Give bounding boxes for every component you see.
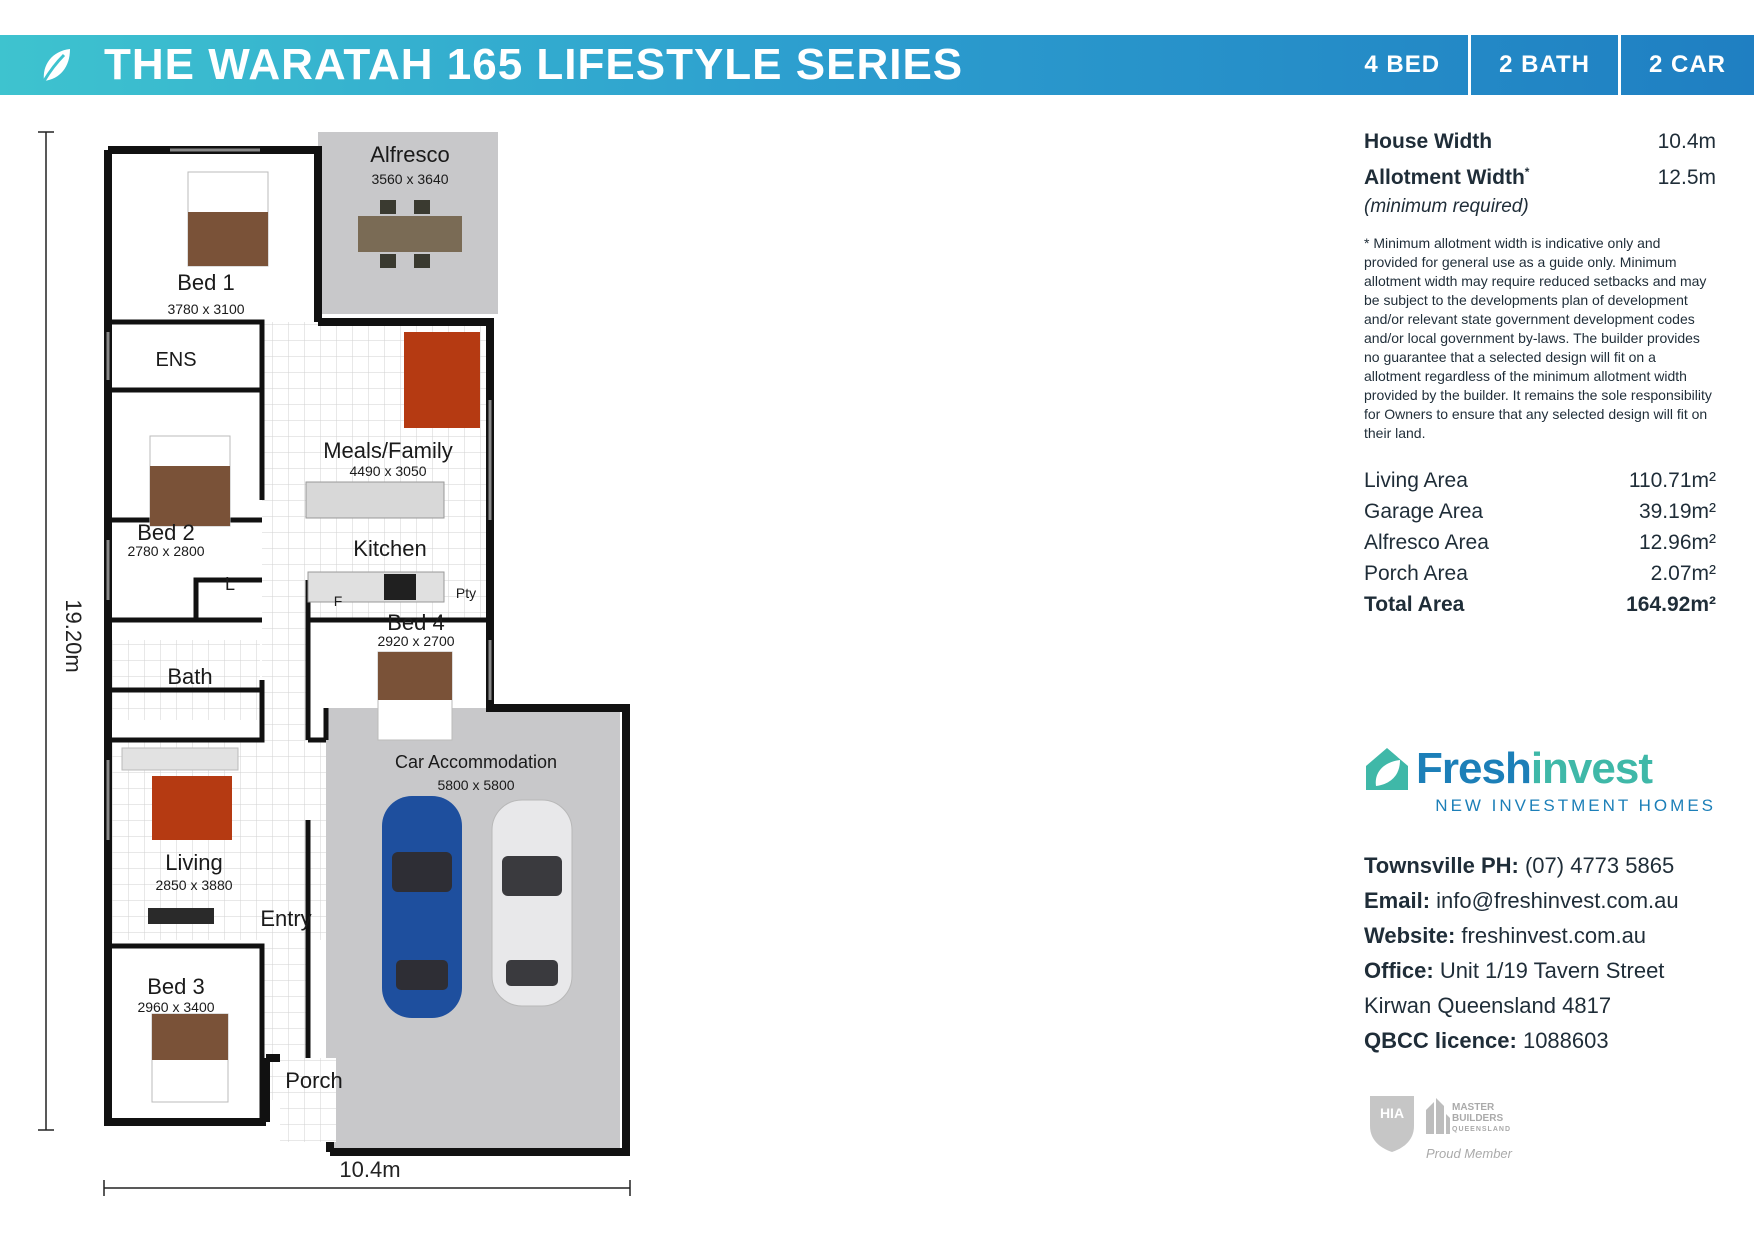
width-dimension-line xyxy=(104,1180,630,1196)
family-rug xyxy=(404,332,480,428)
contact-label: Townsville PH: xyxy=(1364,853,1519,878)
bed-4-furniture xyxy=(378,652,452,740)
minimum-required-note: (minimum required) xyxy=(1364,196,1529,217)
width-label: 10.4m xyxy=(339,1157,401,1182)
brand-name xyxy=(1416,744,1652,794)
room-label-bed-2: Bed 2 xyxy=(137,520,195,545)
mb-line: BUILDERS xyxy=(1452,1113,1504,1124)
feature-badges xyxy=(1336,35,1754,95)
room-dims-bed-2: 2780 x 2800 xyxy=(127,543,205,559)
room-dims-meals-family: 4490 x 3050 xyxy=(349,463,427,479)
contact-label: QBCC licence: xyxy=(1364,1028,1517,1053)
contact-qbcc xyxy=(1364,1023,1716,1058)
contact-phone xyxy=(1364,848,1716,883)
white-car-rear-window xyxy=(506,960,558,986)
header-banner xyxy=(0,35,1754,95)
area-label: Garage Area xyxy=(1364,500,1484,523)
brand-tagline: NEW INVESTMENT HOMES xyxy=(1435,796,1716,815)
garage-area xyxy=(326,708,620,1152)
depth-label: 19.20m xyxy=(61,599,86,673)
contact-value: (07) 4773 5865 xyxy=(1524,853,1675,878)
room-label-meals-family: Meals/Family xyxy=(323,438,453,463)
contact-label: Website: xyxy=(1364,923,1456,948)
area-value: 110.71m² xyxy=(1628,469,1716,492)
room-label-bed-4: Bed 4 xyxy=(387,610,445,635)
contact-value: 1088603 xyxy=(1522,1028,1609,1053)
area-row xyxy=(1364,527,1716,558)
room-dims-car-accommodation: 5800 x 5800 xyxy=(437,777,515,793)
mb-line: QUEENSLAND xyxy=(1452,1126,1512,1133)
depth-dimension-line xyxy=(38,132,54,1130)
total-area-row xyxy=(1364,589,1716,620)
kitchen-bench xyxy=(308,572,444,602)
area-table xyxy=(1364,465,1716,620)
room-label-alfresco: Alfresco xyxy=(370,142,450,167)
brand-name-fresh: Fresh xyxy=(1416,744,1531,793)
membership-logos xyxy=(1364,1092,1716,1162)
contact-label: Office: xyxy=(1364,958,1434,983)
allotment-width-text: Allotment Width xyxy=(1364,166,1525,189)
contact-value: Unit 1/19 Tavern Street xyxy=(1439,958,1665,983)
area-row xyxy=(1364,465,1716,496)
house-width-row xyxy=(1364,126,1716,157)
leaf-icon xyxy=(36,45,76,85)
room-label-bed-1: Bed 1 xyxy=(177,270,235,295)
area-label: Porch Area xyxy=(1364,562,1468,585)
allotment-width-row xyxy=(1364,157,1716,193)
mb-line: MASTER xyxy=(1452,1102,1495,1113)
contact-office-line-2 xyxy=(1364,988,1716,1023)
proud-member-text: Proud Member xyxy=(1426,1146,1512,1161)
contact-email xyxy=(1364,883,1716,918)
floor-plan xyxy=(0,100,680,1240)
master-builders-text xyxy=(1452,1102,1511,1135)
email-link[interactable]: info@freshinvest.com.au xyxy=(1436,888,1679,913)
page-title: THE WARATAH 165 LIFESTYLE SERIES xyxy=(104,40,964,89)
allotment-width-value: 12.5m xyxy=(1657,166,1716,189)
room-label-fridge: F xyxy=(333,593,343,609)
area-label: Living Area xyxy=(1364,469,1468,492)
website-link[interactable]: freshinvest.com.au xyxy=(1461,923,1647,948)
room-dims-bed-3: 2960 x 3400 xyxy=(137,999,215,1015)
room-label-porch: Porch xyxy=(285,1068,343,1093)
bed-badge: 4 BED xyxy=(1364,51,1441,78)
contact-value: Kirwan Queensland 4817 xyxy=(1364,993,1612,1018)
bed-2-furniture xyxy=(150,436,230,526)
house-width-value: 10.4m xyxy=(1657,130,1716,153)
room-dims-bed-1: 3780 x 3100 xyxy=(167,301,245,317)
room-label-bath: Bath xyxy=(167,664,213,689)
master-builders-icon xyxy=(1426,1098,1450,1134)
room-label-pantry: Pty xyxy=(455,585,477,601)
living-rug xyxy=(152,776,232,840)
disclaimer-text: * Minimum allotment width is indicative only and provided for general use as a guide only. Minimum allotment width may require reduced setbacks and may be subject to the developments plan of development and/or relevant state government development codes and/or local government by-laws. The builder provides no guarantee that a selected design will fit on a allotment regardless of the minimum allotment width provided by the builder. It remains the sole responsibility for Owners to ensure that any selected design will fit on their land. xyxy=(1364,235,1712,441)
allotment-width-label xyxy=(1364,157,1529,193)
contact-office xyxy=(1364,953,1716,988)
room-dims-alfresco: 3560 x 3640 xyxy=(371,171,449,187)
total-area-label: Total Area xyxy=(1364,593,1465,616)
contact-label: Email: xyxy=(1364,888,1431,913)
tv-unit xyxy=(148,908,214,924)
info-panel xyxy=(1364,126,1716,1162)
blue-car-rear-window xyxy=(396,960,448,990)
house-width-label: House Width xyxy=(1364,130,1493,153)
hia-logo-icon xyxy=(1364,1092,1420,1154)
area-value: 2.07m² xyxy=(1650,562,1716,585)
room-label-ens: ENS xyxy=(155,349,197,371)
freshinvest-logo xyxy=(1364,744,1716,815)
room-dims-living: 2850 x 3880 xyxy=(155,877,233,893)
car-badge: 2 CAR xyxy=(1618,35,1754,95)
hia-text: HIA xyxy=(1379,1105,1405,1121)
room-label-bed-3: Bed 3 xyxy=(147,974,205,999)
area-label: Alfresco Area xyxy=(1364,531,1489,554)
contact-details xyxy=(1364,848,1716,1058)
house-leaf-icon xyxy=(1364,746,1410,790)
room-label-car-accommodation: Car Accommodation xyxy=(394,752,558,772)
room-label-kitchen: Kitchen xyxy=(353,536,427,561)
room-label-living: Living xyxy=(165,850,223,875)
blue-car-windscreen xyxy=(392,852,452,892)
area-value: 39.19m² xyxy=(1638,500,1716,523)
room-label-entry: Entry xyxy=(260,906,312,931)
white-car-windscreen xyxy=(502,856,562,896)
living-sofa xyxy=(122,748,238,770)
area-row xyxy=(1364,496,1716,527)
bath-badge: 2 BATH xyxy=(1468,35,1618,95)
total-area-value: 164.92m² xyxy=(1626,593,1716,616)
room-dims-bed-4: 2920 x 2700 xyxy=(377,633,455,649)
area-value: 12.96m² xyxy=(1638,531,1716,554)
room-label-laundry: L xyxy=(224,574,236,594)
area-row xyxy=(1364,558,1716,589)
brand-name-invest: invest xyxy=(1530,744,1652,793)
contact-website xyxy=(1364,918,1716,953)
allotment-asterisk: * xyxy=(1524,165,1530,179)
bed-3-furniture xyxy=(152,1014,228,1102)
alfresco-table xyxy=(358,216,462,252)
kitchen-island xyxy=(306,482,444,518)
bed-1-furniture xyxy=(188,172,268,266)
cooktop xyxy=(384,574,416,600)
